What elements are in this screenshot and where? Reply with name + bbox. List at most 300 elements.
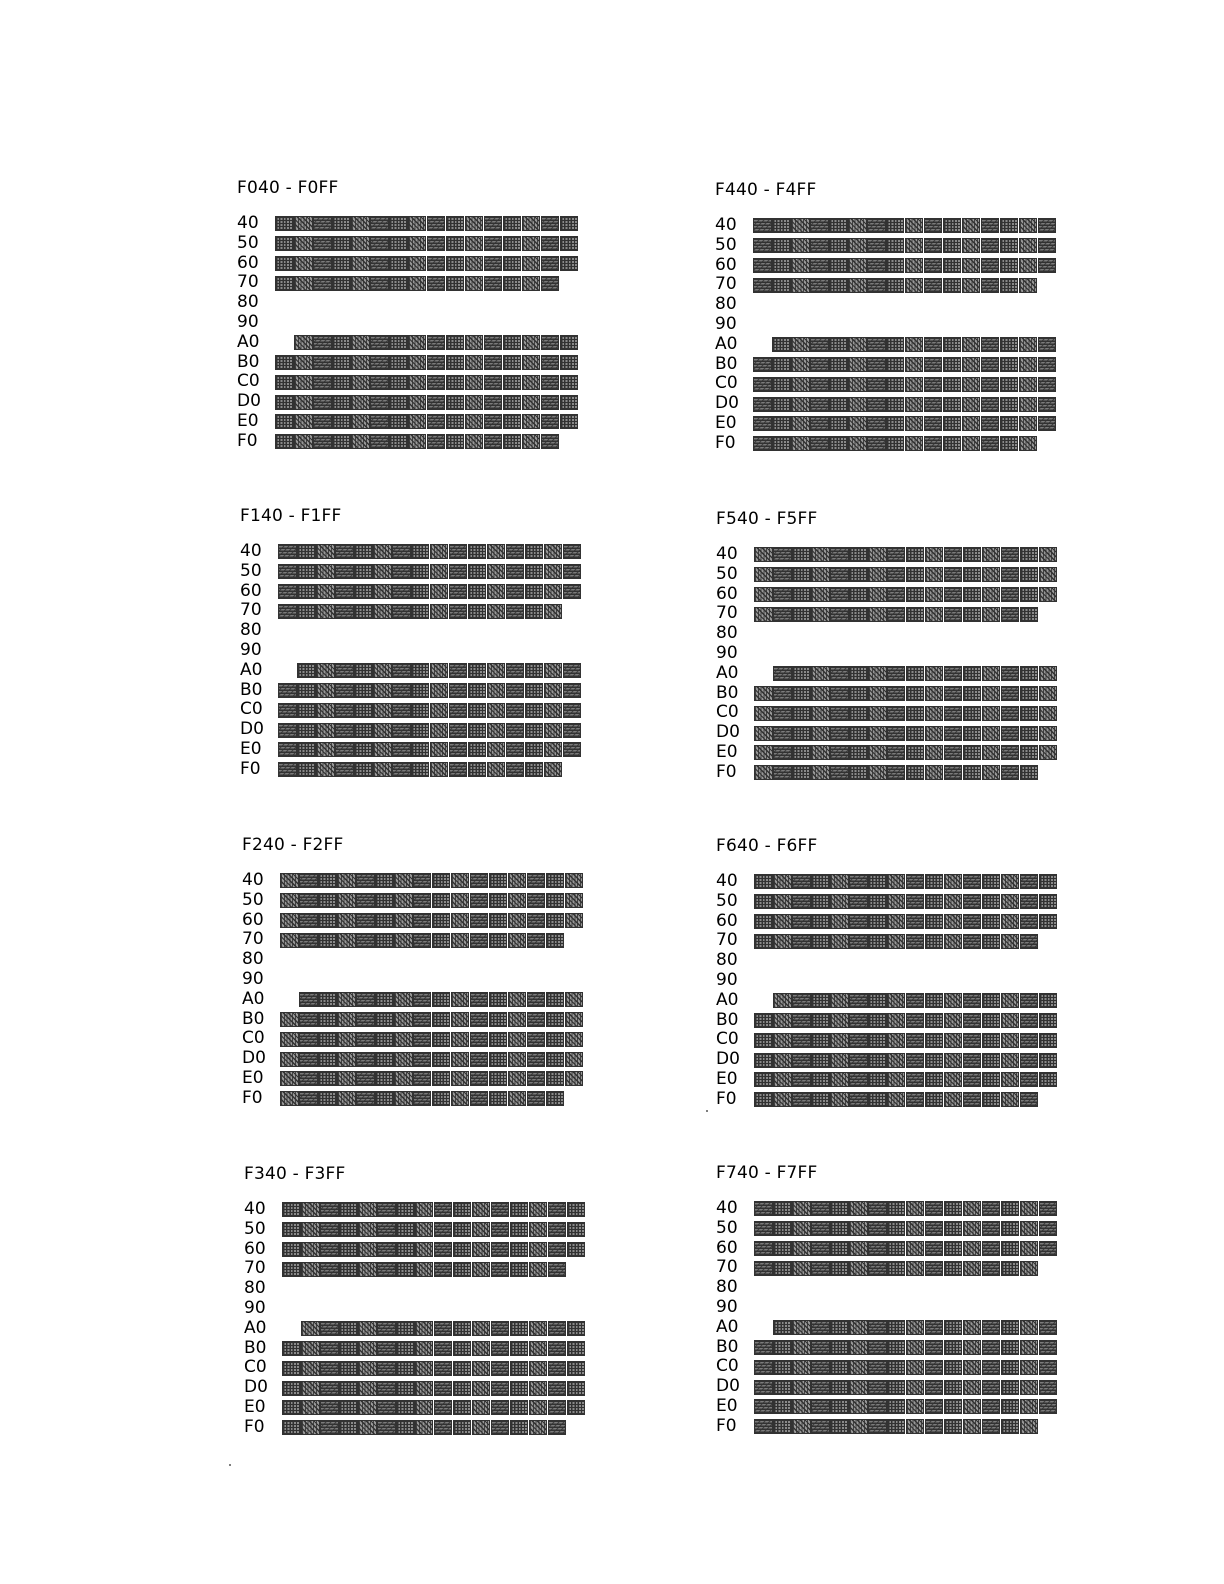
glyph-cells (275, 395, 579, 410)
glyph-cell (275, 395, 294, 410)
glyph-cell (339, 1400, 358, 1415)
glyph-cell (754, 993, 773, 1008)
glyph-cell (487, 564, 506, 579)
glyph-cell (411, 762, 430, 777)
glyph-cell (337, 1091, 356, 1106)
glyph-cell (773, 567, 792, 582)
glyph-cell (294, 276, 313, 291)
glyph-cell (301, 1381, 320, 1396)
glyph-cell (280, 1052, 299, 1067)
glyph-cell (567, 1420, 586, 1435)
row-label: 70 (240, 600, 262, 621)
glyph-cell (489, 893, 508, 908)
row-label: 60 (716, 583, 738, 604)
glyph-cell (773, 745, 792, 760)
glyph-cell (275, 216, 294, 231)
glyph-cells (753, 258, 1057, 273)
glyph-cell (829, 357, 848, 372)
glyph-cell (354, 564, 373, 579)
glyph-cell (1039, 1221, 1058, 1236)
glyph-cells (753, 436, 1057, 451)
glyph-cell (849, 914, 868, 929)
glyph-cell (446, 414, 465, 429)
glyph-cell (489, 913, 508, 928)
glyph-cell (849, 666, 868, 681)
glyph-cell (906, 894, 925, 909)
glyph-cell (963, 547, 982, 562)
glyph-cell (944, 1399, 963, 1414)
glyph-cell (925, 666, 944, 681)
glyph-row (237, 333, 657, 353)
glyph-cell (320, 1321, 339, 1336)
glyph-cell (294, 355, 313, 370)
glyph-row (242, 970, 662, 990)
glyph-cell (906, 547, 925, 562)
glyph-cell (754, 1360, 773, 1375)
glyph-cell (1039, 1241, 1058, 1256)
glyph-cell (354, 723, 373, 738)
row-label: 70 (715, 274, 737, 295)
glyph-cell (375, 913, 394, 928)
glyph-cell (394, 1012, 413, 1027)
row-label: 80 (240, 620, 262, 641)
glyph-cell (1001, 914, 1020, 929)
glyph-cell (567, 1400, 586, 1415)
glyph-cell (848, 416, 867, 431)
glyph-cell (830, 607, 849, 622)
glyph-cell (906, 934, 925, 949)
glyph-cell (849, 1053, 868, 1068)
glyph-cell (962, 397, 981, 412)
glyph-cells (754, 1013, 1058, 1028)
glyph-cell (868, 666, 887, 681)
glyph-cell (565, 1091, 584, 1106)
glyph-row (716, 892, 1136, 912)
glyph-row (716, 1219, 1136, 1239)
glyph-cell (963, 1033, 982, 1048)
glyph-cell (1038, 416, 1057, 431)
glyph-cell (773, 1053, 792, 1068)
glyph-cell (525, 564, 544, 579)
glyph-cell (1020, 914, 1039, 929)
glyph-cell (427, 414, 446, 429)
glyph-cell (981, 377, 1000, 392)
glyph-cell (1039, 894, 1058, 909)
glyph-cell (1001, 1380, 1020, 1395)
glyph-cell (830, 686, 849, 701)
glyph-cell (567, 1341, 586, 1356)
glyph-cell (811, 1072, 830, 1087)
glyph-cell (506, 703, 525, 718)
glyph-cell (773, 1261, 792, 1276)
glyph-cell (773, 1241, 792, 1256)
glyph-cell (811, 666, 830, 681)
glyph-cells (754, 894, 1058, 909)
glyph-cell (982, 1399, 1001, 1414)
glyph-cell (351, 276, 370, 291)
glyph-row (716, 743, 1136, 763)
glyph-cell (905, 218, 924, 233)
glyph-cell (963, 765, 982, 780)
glyph-cell (510, 1262, 529, 1277)
glyph-cell (506, 723, 525, 738)
glyph-cell (963, 1340, 982, 1355)
glyph-cell (849, 874, 868, 889)
glyph-cell (1039, 1261, 1058, 1276)
glyph-cell (1019, 397, 1038, 412)
glyph-cell (925, 934, 944, 949)
glyph-cell (981, 416, 1000, 431)
glyph-cell (963, 1221, 982, 1236)
glyph-cell (773, 1340, 792, 1355)
glyph-cells (275, 216, 579, 231)
glyph-cell (867, 377, 886, 392)
glyph-cell (905, 238, 924, 253)
glyph-cell (449, 544, 468, 559)
glyph-cell (1000, 258, 1019, 273)
glyph-cell (829, 337, 848, 352)
glyph-cell (1039, 934, 1058, 949)
glyph-cell (867, 337, 886, 352)
glyph-cell (773, 894, 792, 909)
glyph-rows (237, 214, 657, 452)
glyph-cell (944, 1261, 963, 1276)
glyph-cell (503, 375, 522, 390)
glyph-cell (1000, 416, 1019, 431)
glyph-cell (1019, 416, 1038, 431)
glyph-cell (887, 587, 906, 602)
glyph-cell (1020, 1033, 1039, 1048)
glyph-cell (508, 893, 527, 908)
glyph-cell (415, 1381, 434, 1396)
glyph-cells (275, 434, 579, 449)
glyph-cell (335, 742, 354, 757)
glyph-cell (541, 236, 560, 251)
glyph-cell (567, 1202, 586, 1217)
glyph-cell (434, 1400, 453, 1415)
glyph-cell (487, 584, 506, 599)
row-label: A0 (716, 1316, 739, 1337)
glyph-cell (1039, 587, 1058, 602)
glyph-cell (1038, 258, 1057, 273)
glyph-cell (337, 933, 356, 948)
glyph-cell (472, 1321, 491, 1336)
glyph-cell (541, 256, 560, 271)
glyph-cell (427, 355, 446, 370)
glyph-cell (565, 1032, 584, 1047)
glyph-cell (275, 434, 294, 449)
glyph-row (240, 681, 660, 701)
glyph-cell (1001, 894, 1020, 909)
glyph-cell (887, 686, 906, 701)
glyph-cell (301, 1202, 320, 1217)
glyph-cell (1039, 686, 1058, 701)
glyph-cell (508, 1032, 527, 1047)
glyph-cell (792, 1013, 811, 1028)
glyph-cell (522, 355, 541, 370)
block-f240 (242, 835, 662, 1109)
glyph-cell (432, 1052, 451, 1067)
glyph-row (242, 911, 662, 931)
glyph-row (244, 1339, 664, 1359)
glyph-cells (754, 1419, 1058, 1434)
glyph-cell (943, 337, 962, 352)
glyph-cell (294, 216, 313, 231)
glyph-cell (282, 1202, 301, 1217)
row-label: B0 (242, 1008, 265, 1029)
glyph-cell (849, 1013, 868, 1028)
glyph-cell (1039, 547, 1058, 562)
glyph-cell (339, 1202, 358, 1217)
glyph-cell (508, 1052, 527, 1067)
glyph-cell (811, 1013, 830, 1028)
row-label: 70 (242, 929, 264, 950)
glyph-cell (906, 745, 925, 760)
glyph-cell (468, 762, 487, 777)
glyph-cell (754, 745, 773, 760)
glyph-cell (981, 397, 1000, 412)
glyph-cell (868, 1033, 887, 1048)
glyph-cell (282, 1341, 301, 1356)
glyph-cell (1001, 1053, 1020, 1068)
glyph-cell (963, 726, 982, 741)
glyph-cell (792, 874, 811, 889)
glyph-cell (963, 894, 982, 909)
glyph-cell (982, 1261, 1001, 1276)
glyph-row (237, 392, 657, 412)
glyph-cell (434, 1222, 453, 1237)
glyph-cell (299, 933, 318, 948)
glyph-cell (415, 1361, 434, 1376)
glyph-cell (358, 1321, 377, 1336)
glyph-cell (318, 893, 337, 908)
glyph-cell (811, 607, 830, 622)
glyph-cell (867, 238, 886, 253)
glyph-cell (1001, 666, 1020, 681)
glyph-cell (487, 723, 506, 738)
glyph-cell (772, 337, 791, 352)
glyph-cell (849, 765, 868, 780)
glyph-cell (491, 1361, 510, 1376)
glyph-cell (925, 607, 944, 622)
glyph-cell (773, 547, 792, 562)
glyph-cell (453, 1202, 472, 1217)
glyph-cell (887, 1092, 906, 1107)
glyph-cell (849, 1340, 868, 1355)
glyph-cell (944, 686, 963, 701)
glyph-cell (453, 1341, 472, 1356)
glyph-row (716, 644, 1136, 664)
glyph-cell (963, 1072, 982, 1087)
glyph-cell (982, 1201, 1001, 1216)
stray-dot (229, 1464, 231, 1466)
glyph-cell (1000, 218, 1019, 233)
glyph-cell (982, 1053, 1001, 1068)
glyph-cell (773, 1360, 792, 1375)
glyph-cell (962, 278, 981, 293)
glyph-cell (299, 1052, 318, 1067)
glyph-cell (1038, 377, 1057, 392)
glyph-row (242, 871, 662, 891)
glyph-cell (394, 992, 413, 1007)
glyph-row (244, 1299, 664, 1319)
glyph-cell (373, 742, 392, 757)
row-label: B0 (240, 679, 263, 700)
glyph-cell (887, 874, 906, 889)
glyph-cell (830, 1241, 849, 1256)
glyph-cell (449, 564, 468, 579)
glyph-cell (548, 1222, 567, 1237)
glyph-row (244, 1220, 664, 1240)
glyph-cells (754, 1201, 1058, 1216)
glyph-cell (848, 357, 867, 372)
glyph-cell (982, 1033, 1001, 1048)
glyph-cell (546, 893, 565, 908)
glyph-cell (811, 1241, 830, 1256)
glyph-cell (754, 1053, 773, 1068)
glyph-cell (529, 1262, 548, 1277)
glyph-cell (313, 335, 332, 350)
row-label: 50 (716, 1217, 738, 1238)
glyph-cell (773, 1399, 792, 1414)
glyph-cells (754, 547, 1058, 562)
glyph-cell (868, 1201, 887, 1216)
glyph-cell (906, 607, 925, 622)
glyph-cell (887, 914, 906, 929)
glyph-cell (377, 1400, 396, 1415)
glyph-cell (925, 1033, 944, 1048)
block-title: F540 - F5FF (716, 509, 818, 529)
glyph-cells (275, 375, 579, 390)
glyph-cell (548, 1361, 567, 1376)
glyph-cell (408, 216, 427, 231)
glyph-cells (275, 236, 579, 251)
glyph-cell (508, 913, 527, 928)
glyph-cell (982, 1072, 1001, 1087)
glyph-cell (905, 416, 924, 431)
glyph-cell (565, 933, 584, 948)
row-label: 40 (244, 1199, 266, 1219)
glyph-cell (811, 1340, 830, 1355)
glyph-cell (1039, 1399, 1058, 1414)
glyph-cell (358, 1400, 377, 1415)
glyph-cell (791, 218, 810, 233)
glyph-row (715, 355, 1135, 375)
glyph-row (244, 1418, 664, 1438)
glyph-cell (791, 357, 810, 372)
glyph-cell (962, 238, 981, 253)
glyph-cell (278, 742, 297, 757)
glyph-cell (430, 742, 449, 757)
glyph-cell (792, 1320, 811, 1335)
glyph-cell (887, 894, 906, 909)
glyph-cell (830, 1013, 849, 1028)
glyph-cell (301, 1361, 320, 1376)
glyph-cell (370, 355, 389, 370)
glyph-cell (408, 355, 427, 370)
glyph-row (716, 1011, 1136, 1031)
glyph-cells (754, 607, 1058, 622)
row-label: E0 (244, 1396, 266, 1417)
glyph-cell (944, 765, 963, 780)
glyph-cell (313, 276, 332, 291)
glyph-cell (887, 607, 906, 622)
glyph-cell (373, 663, 392, 678)
glyph-cell (792, 1241, 811, 1256)
glyph-cell (1020, 993, 1039, 1008)
glyph-cell (811, 1092, 830, 1107)
glyph-cell (470, 933, 489, 948)
glyph-cells (278, 723, 582, 738)
glyph-cell (278, 762, 297, 777)
glyph-cell (906, 1399, 925, 1414)
glyph-cell (356, 1032, 375, 1047)
glyph-cell (849, 726, 868, 741)
glyph-cell (484, 335, 503, 350)
glyph-cell (773, 934, 792, 949)
row-label: A0 (716, 989, 739, 1010)
glyph-cell (299, 1012, 318, 1027)
glyph-cell (791, 436, 810, 451)
glyph-cells (280, 933, 584, 948)
glyph-cell (905, 377, 924, 392)
glyph-cell (377, 1420, 396, 1435)
glyph-cell (434, 1202, 453, 1217)
glyph-cell (434, 1262, 453, 1277)
glyph-cell (981, 337, 1000, 352)
glyph-cell (754, 765, 773, 780)
glyph-cell (867, 278, 886, 293)
glyph-cell (887, 706, 906, 721)
glyph-cell (943, 416, 962, 431)
glyph-cell (506, 584, 525, 599)
glyph-cell (282, 1222, 301, 1237)
glyph-cell (754, 1380, 773, 1395)
glyph-cell (470, 1012, 489, 1027)
glyph-row (716, 1199, 1136, 1219)
glyph-cell (472, 1420, 491, 1435)
glyph-cell (887, 666, 906, 681)
glyph-row (242, 1049, 662, 1069)
glyph-cell (548, 1242, 567, 1257)
glyph-cell (427, 236, 446, 251)
glyph-cell (887, 745, 906, 760)
glyph-cell (525, 604, 544, 619)
glyph-rows (716, 1199, 1136, 1437)
glyph-cell (563, 544, 582, 559)
glyph-cell (489, 933, 508, 948)
glyph-cell (282, 1420, 301, 1435)
glyph-cell (396, 1400, 415, 1415)
glyph-cell (351, 256, 370, 271)
glyph-cell (392, 584, 411, 599)
glyph-cell (354, 742, 373, 757)
glyph-cells (754, 1261, 1058, 1276)
glyph-cell (280, 1012, 299, 1027)
glyph-cell (567, 1321, 586, 1336)
glyph-cell (489, 1012, 508, 1027)
glyph-cell (868, 894, 887, 909)
glyph-cell (944, 894, 963, 909)
glyph-cell (432, 1012, 451, 1027)
block-f640 (716, 836, 1136, 1110)
glyph-cell (351, 335, 370, 350)
glyph-cell (294, 434, 313, 449)
glyph-cell (548, 1202, 567, 1217)
row-label: 90 (715, 313, 737, 334)
glyph-cell (434, 1381, 453, 1396)
glyph-row (716, 931, 1136, 951)
